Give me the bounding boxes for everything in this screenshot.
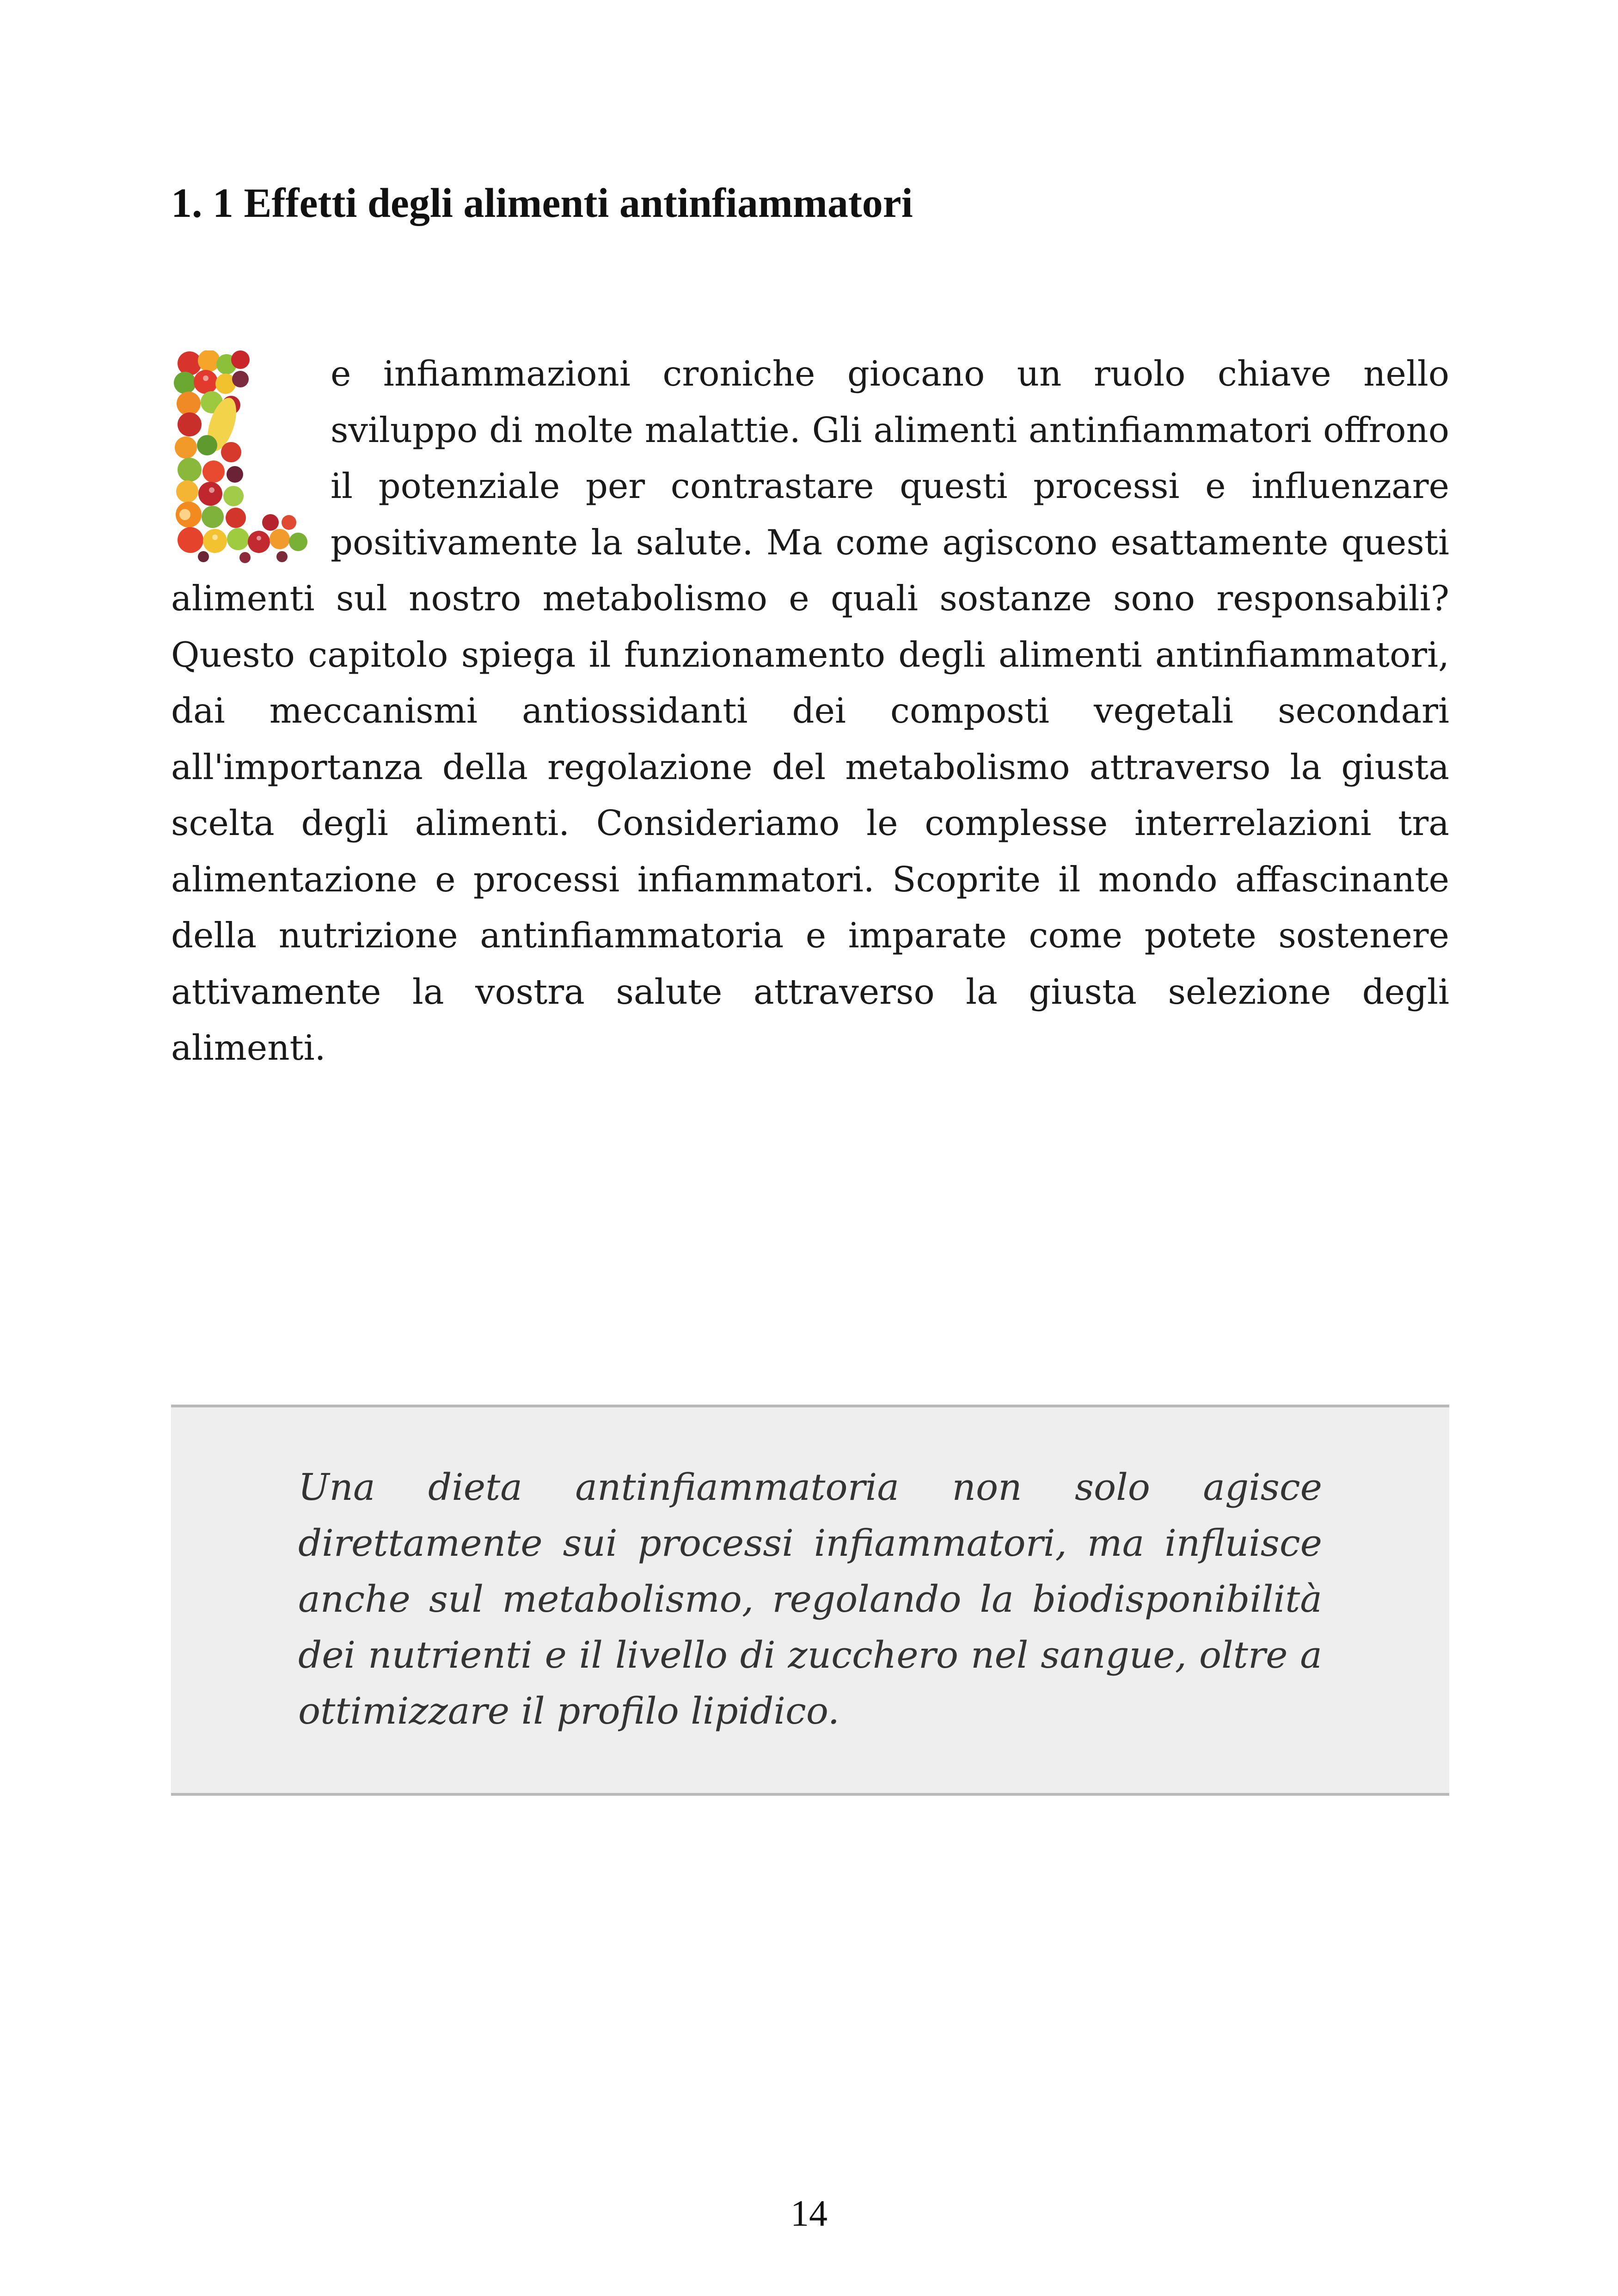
fruit-letter-l-icon xyxy=(171,350,310,563)
intro-text-block xyxy=(171,346,1449,1076)
section-heading: 1. 1 Effetti degli alimenti antinfiammatori xyxy=(171,180,913,226)
callout-box xyxy=(171,1405,1449,1796)
intro-paragraph: e infiammazioni croniche giocano un ruolo chiave nello sviluppo di molte malattie. Gli alimenti antinfiammatori offrono il potenziale per contrastare questi processi e influenzare positivamente la salute. Ma come agiscono esattamente questi alimenti sul nostro metabolismo e quali sostanze sono responsabili? Questo capitolo spiega il funzionamento degli alimenti antinfiammatori, dai meccanismi antiossidanti dei composti vegetali secondari all'importanza della regolazione del metabolismo attraverso la giusta scelta degli alimenti. Consideriamo le complesse interrelazioni tra alimentazione e processi infiammatori. Scoprite il mondo affascinante della nutrizione antinfiammatoria e imparate come potete sostenere attivamente la vostra salute attraverso la giusta selezione degli alimenti. xyxy=(171,353,1449,1068)
page-number: 14 xyxy=(791,2193,827,2234)
callout-text: Una dieta antinfiammatoria non solo agisce direttamente sui processi infiammatori, ma influisce anche sul metabolismo, regolando la biodisponibilità dei nutrienti e il livello di zucchero nel sangue, oltre a ottimizzare il profilo lipidico. xyxy=(298,1466,1322,1732)
